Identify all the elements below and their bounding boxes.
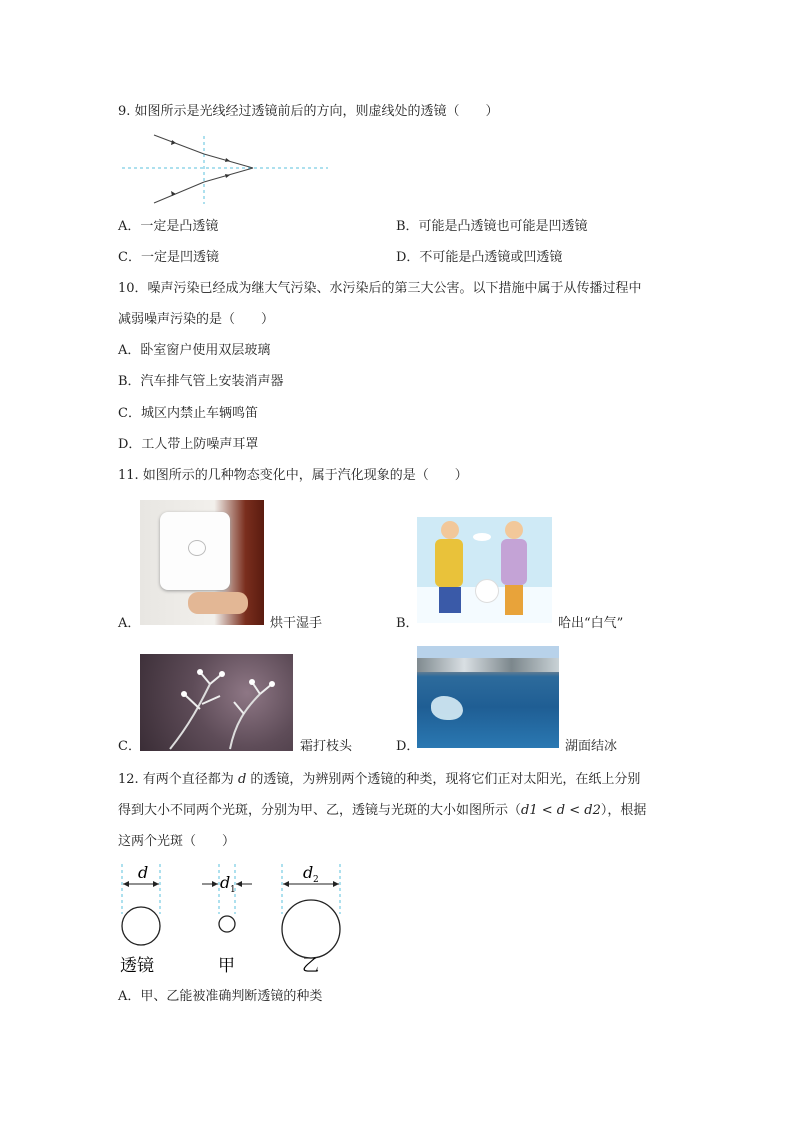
q11-option-a-letter: A． <box>118 616 141 631</box>
q10-stem-line1: 10．噪声污染已经成为继大气污染、水污染后的第三大公害。以下措施中属于从传播过程中 <box>118 281 642 296</box>
q11-option-b-letter: B． <box>396 616 419 631</box>
q11-photo-hand-dryer <box>140 500 264 625</box>
lens-circle <box>122 907 160 945</box>
arrow-icon <box>123 881 129 887</box>
hands <box>188 592 248 614</box>
q10-option-a: A．卧室窗户使用双层玻璃 <box>118 343 271 358</box>
q10-stem-line2: 减弱噪声污染的是（ ） <box>118 312 275 327</box>
q11-option-c-caption: 霜打枝头 <box>300 739 353 754</box>
variable-d: d <box>237 772 247 787</box>
incident-ray-bottom <box>154 182 204 203</box>
q9-option-a: A．一定是凸透镜 <box>118 219 219 234</box>
q10-option-b: B．汽车排气管上安装消声器 <box>118 374 284 389</box>
q12-stem-line1: 12. 有两个直径都为 d 的透镜，为辨别两个透镜的种类，现将它们正对太阳光，在纸上分别 <box>118 772 641 787</box>
child-left <box>435 539 463 587</box>
q12-stem-line2: 得到大小不同两个光斑，分别为甲、乙，透镜与光斑的大小如图所示（d1 < d < d2），根据 <box>118 803 647 818</box>
ice-block <box>431 696 463 720</box>
mountains <box>417 658 559 672</box>
q12-option-a: A．甲、乙能被准确判断透镜的种类 <box>118 989 323 1004</box>
q11-option-b-caption: 哈出“白气” <box>558 616 624 631</box>
arrow-icon <box>236 881 242 887</box>
inequality: d1 < d < d2 <box>521 803 601 818</box>
q9-option-d: D．不可能是凸透镜或凹透镜 <box>396 250 563 265</box>
label-d2-sub: 2 <box>313 875 319 885</box>
arrow-icon <box>333 881 339 887</box>
q11-photo-frost <box>140 654 293 751</box>
label-jia: 甲 <box>218 956 235 976</box>
q9-option-c: C．一定是凹透镜 <box>118 250 219 265</box>
arrow-icon <box>153 881 159 887</box>
arrow-icon <box>212 881 218 887</box>
arrow-icon <box>171 140 176 145</box>
label-d2: d <box>303 863 314 882</box>
incident-ray-top <box>154 135 204 154</box>
q11-stem: 11. 如图所示的几种物态变化中，属于汽化现象的是（ ） <box>118 468 468 483</box>
label-d: d <box>138 863 149 882</box>
q11-photo-breath-fog <box>417 517 552 623</box>
q11-option-a-caption: 烘干湿手 <box>270 616 323 631</box>
q11-photo-frozen-lake <box>417 646 559 748</box>
q11-option-c-letter: C． <box>118 739 141 754</box>
snowman <box>475 579 499 603</box>
q12-stem-line3: 这两个光斑（ ） <box>118 834 236 849</box>
spot-yi-circle <box>282 900 340 958</box>
q9-lens-diagram <box>118 132 333 210</box>
spot-jia-circle <box>219 916 235 932</box>
q10-option-c: C．城区内禁止车辆鸣笛 <box>118 406 258 421</box>
q12-spot-diagram <box>110 858 360 982</box>
label-lens: 透镜 <box>120 956 154 976</box>
label-d1-sub: 1 <box>230 885 236 895</box>
q10-option-d: D．工人带上防噪声耳罩 <box>118 437 259 452</box>
arrow-icon <box>283 881 289 887</box>
child-right <box>501 539 527 585</box>
label-d1: d <box>220 873 231 892</box>
label-yi: 乙 <box>302 956 319 976</box>
q11-option-d-letter: D． <box>396 739 420 754</box>
q11-option-d-caption: 湖面结冰 <box>565 739 618 754</box>
q9-stem: 9. 如图所示是光线经过透镜前后的方向，则虚线处的透镜（ ） <box>118 104 499 119</box>
q9-option-b: B．可能是凸透镜也可能是凹透镜 <box>396 219 588 234</box>
